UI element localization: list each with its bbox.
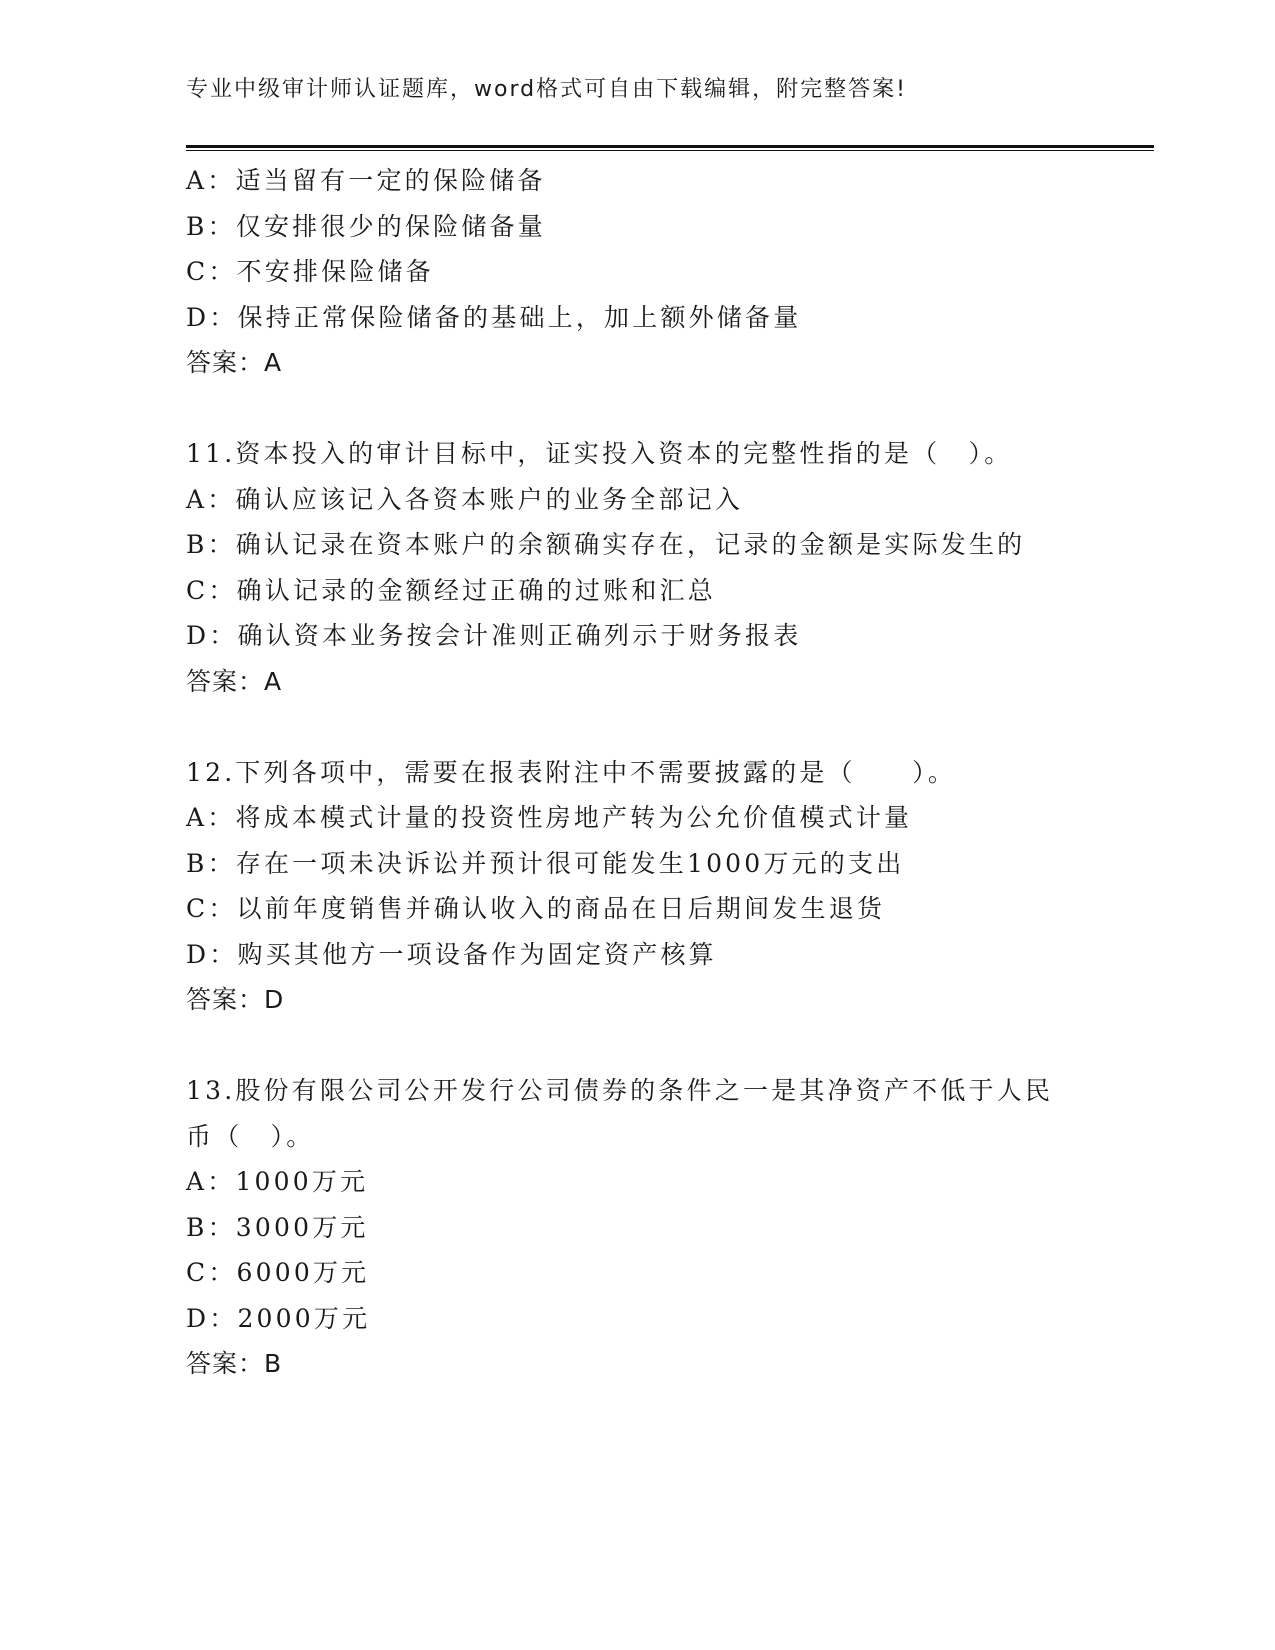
answer-line: 答案：A — [186, 348, 283, 377]
answer-line: 答案：B — [186, 1349, 283, 1378]
option-d: D：购买其他方一项设备作为固定资产核算 — [186, 939, 717, 969]
option-a: A：适当留有一定的保险储备 — [186, 166, 546, 195]
option-c: C：6000万元 — [186, 1258, 370, 1287]
question-block — [186, 1068, 1086, 1387]
option-b: B：存在一项未决诉讼并预计很可能发生1000万元的支出 — [186, 848, 905, 878]
option-b: B：3000万元 — [186, 1212, 369, 1242]
page-header: 专业中级审计师认证题库，word格式可自由下载编辑，附完整答案! — [186, 77, 907, 102]
option-b: B：确认记录在资本账户的余额确实存在，记录的金额是实际发生的 — [186, 530, 1026, 559]
answer-line: 答案：A — [186, 666, 283, 696]
option-d: D：2000万元 — [186, 1303, 371, 1333]
option-a: A：1000万元 — [186, 1167, 369, 1196]
question-block — [186, 431, 1086, 704]
header-rule-thin — [186, 150, 1154, 151]
question-block — [186, 158, 1086, 386]
option-a: A：确认应该记入各资本账户的业务全部记入 — [186, 484, 744, 514]
question-stem: 11.资本投入的审计目标中，证实投入资本的完整性指的是（ ）。 — [186, 439, 1013, 468]
header-rule-thick — [186, 145, 1154, 148]
answer-line: 答案：D — [186, 985, 285, 1014]
option-d: D：保持正常保险储备的基础上，加上额外储备量 — [186, 302, 802, 332]
option-a: A：将成本模式计量的投资性房地产转为公允价值模式计量 — [186, 803, 913, 832]
option-c: C：确认记录的金额经过正确的过账和汇总 — [186, 575, 716, 605]
option-c: C：不安排保险储备 — [186, 257, 434, 286]
option-b: B：仅安排很少的保险储备量 — [186, 211, 546, 241]
option-c: C：以前年度销售并确认收入的商品在日后期间发生退货 — [186, 894, 886, 923]
question-stem: 12.下列各项中，需要在报表附注中不需要披露的是（ ）。 — [186, 757, 957, 787]
question-block — [186, 750, 1086, 1023]
question-stem: 13.股份有限公司公开发行公司债券的条件之一是其净资产不低于人民 — [186, 1076, 1054, 1105]
question-list — [186, 158, 1086, 1387]
option-d: D：确认资本业务按会计准则正确列示于财务报表 — [186, 621, 802, 650]
question-stem-continued: 币（ ）。 — [186, 1121, 315, 1151]
